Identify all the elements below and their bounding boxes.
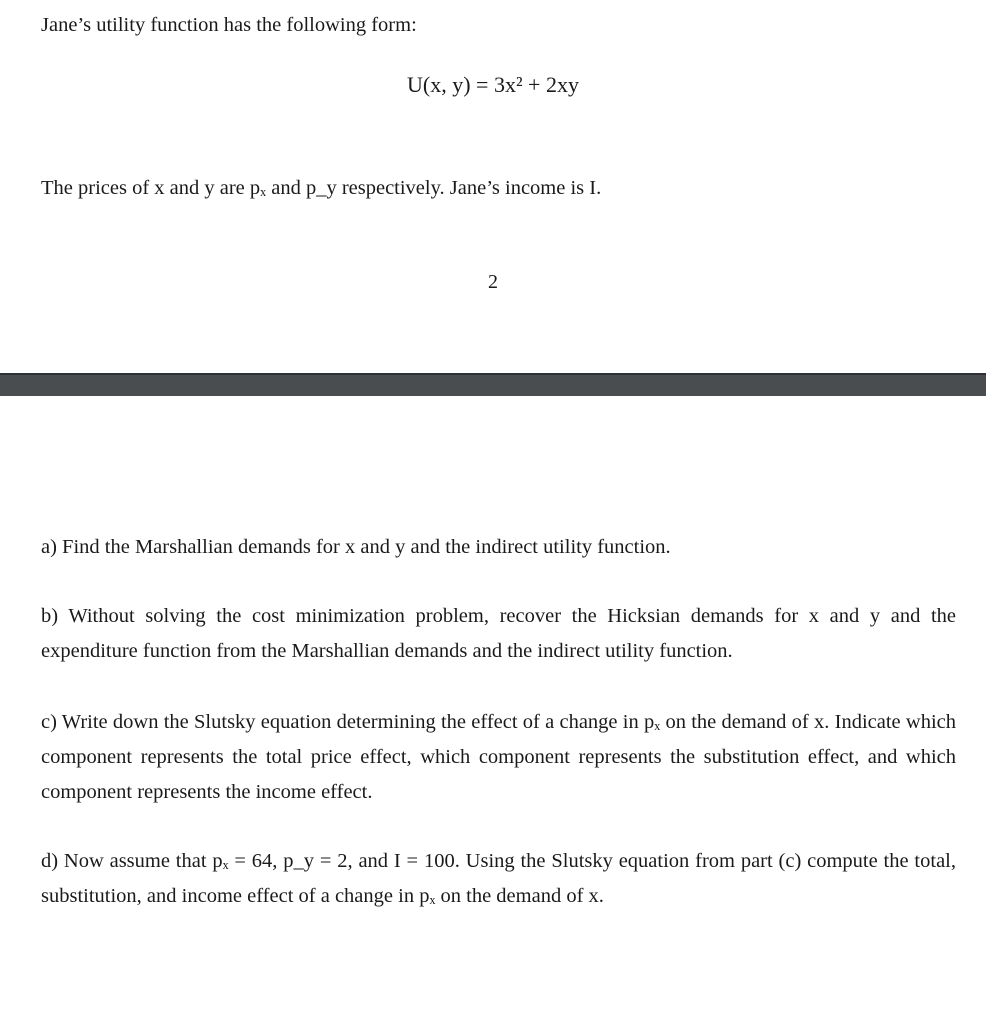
prices-text: The prices of x and y are pₓ and p_y respectively. Jane’s income is I. — [41, 177, 602, 199]
question-c: c) Write down the Slutsky equation determining the effect of a change in pₓ on the demand of x. Indicate which component represents the total price effect, which component represents the substitution effect, and which component represents the income effect. — [41, 711, 956, 803]
utility-equation: U(x, y) = 3x² + 2xy — [407, 72, 579, 97]
page-number: 2 — [488, 271, 498, 293]
intro-text: Jane’s utility function has the following form: — [41, 14, 417, 36]
page-separator — [0, 373, 986, 396]
question-d: d) Now assume that pₓ = 64, p_y = 2, and I = 100. Using the Slutsky equation from part (c) compute the total, substitution, and income effect of a change in pₓ on the demand of x. — [41, 850, 956, 907]
question-b: b) Without solving the cost minimization problem, recover the Hicksian demands for x and y and the expenditure function from the Marshallian demands and the indirect utility function. — [41, 605, 956, 662]
question-a: a) Find the Marshallian demands for x and y and the indirect utility function. — [41, 536, 671, 558]
page-bottom — [0, 394, 986, 1024]
page-top — [0, 0, 986, 373]
